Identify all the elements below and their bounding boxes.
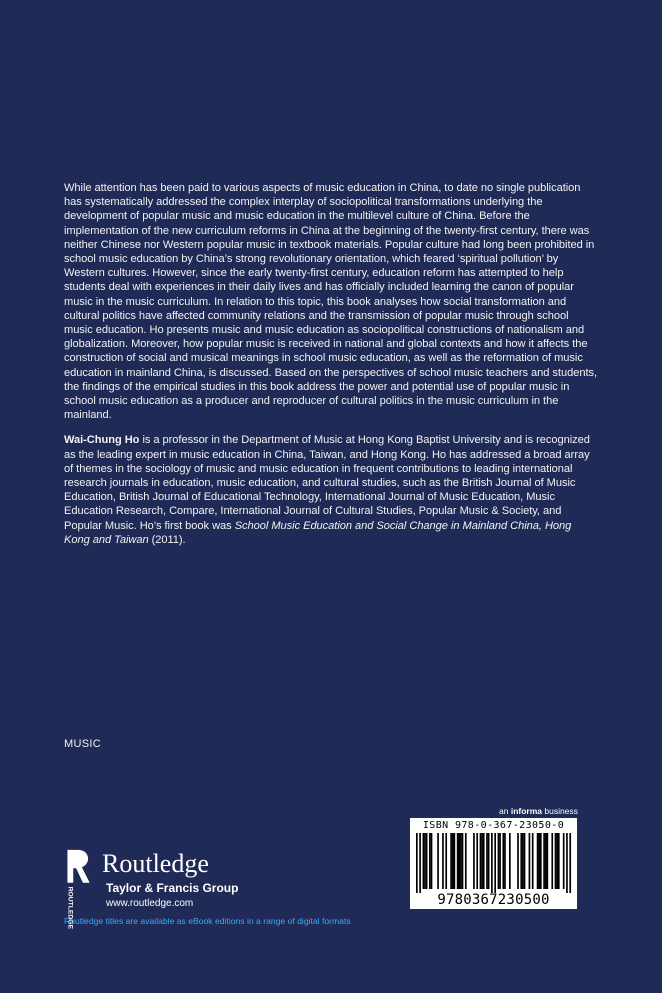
barcode-bar: [524, 833, 526, 889]
barcode-bar: [551, 833, 553, 889]
barcode-bar: [460, 833, 462, 889]
barcode-bar: [450, 833, 452, 889]
barcode-bar: [483, 833, 485, 889]
back-cover-text: [64, 181, 600, 558]
book-description: While attention has been paid to various aspects of music education in China, to date no single publication has systematically addressed the complex interplay of sociopolitical transformations underlying the development of popular music and music education in the multilevel culture of China. Before the implementation of the new curriculum reforms in China at the beginning of the twenty-first century, there was neither Chinese nor Western popular music in textbook materials. Popular culture had long been prohibited in school music education by China’s strong revolutionary orientation, which feared ‘spiritual pollution’ by Western cultures. However, since the early twenty-first century, education reform has attempted to help students deal with experiences in their daily lives and has officially included learning the canon of popular music in the music curriculum. In relation to this topic, this book analyses how social transformation and cultural politics have affected community relations and the transmission of popular music through school music education. Ho presents music and music education as sociopolitical constructions of nationalism and globalization. Moreover, how popular music is received in national and global contexts and how it affects the construction of social and musical meanings in school music education, as well as the reformation of music education in mainland China, is discussed. Based on the perspectives of school music teachers and students, the findings of the empirical studies in this book address the power and potential use of popular music in school music education as a producer and reproducer of cultural politics in the music curriculum in the mainland.: [64, 182, 598, 422]
barcode-bar: [555, 833, 557, 889]
barcode-bar: [520, 833, 522, 889]
barcode-bar: [569, 833, 571, 893]
barcode-bar: [529, 833, 531, 889]
barcode-bar: [517, 833, 519, 889]
barcode-bar: [502, 833, 504, 889]
barcode-bar: [563, 833, 565, 889]
barcode-bar: [491, 833, 493, 893]
barcode-bar: [488, 833, 490, 889]
barcode-bar: [424, 833, 426, 889]
logo-spine-text: ROUTLEDGE: [66, 886, 74, 930]
barcode-bars: [416, 833, 571, 893]
informa-prefix: an: [499, 806, 511, 816]
barcode-bar: [545, 833, 547, 889]
informa-business-tagline: [499, 806, 578, 816]
informa-suffix: business: [542, 806, 578, 816]
author-name: Wai-Chung Ho: [64, 434, 140, 447]
informa-brand: informa: [510, 806, 542, 816]
barcode-bar: [532, 833, 534, 889]
barcode-bar: [416, 833, 418, 893]
publisher-name: Routledge: [102, 849, 209, 878]
routledge-logo-icon: [64, 848, 96, 930]
barcode-bar: [458, 833, 460, 889]
barcode-bar: [476, 833, 478, 889]
barcode-bar: [426, 833, 428, 889]
barcode-bar: [442, 833, 444, 889]
barcode-bar: [454, 833, 456, 889]
barcode-bar: [486, 833, 488, 889]
barcode-bar: [423, 833, 425, 889]
isbn-number: ISBN 978-0-367-23050-0: [422, 820, 565, 831]
author-bio-text: is a professor in the Department of Music at Hong Kong Baptist University and is recognized as the leading expert in music education in China, Taiwan, and Hong Kong. Ho has addressed a broad array of themes in the sociology of music and music education in frequent contributions to leading international research journals in education, music education, and cultural studies, such as the British Journal of Music Education, British Journal of Educational Technology, International Journal of Music Education, Music Education Research, Compare, International Journal of Cultural Studies, Popular Music & Society, and Popular Music. Ho’s first book was: [64, 434, 590, 532]
barcode-bar: [504, 833, 506, 889]
publisher-group: Taylor & Francis Group: [106, 881, 239, 895]
barcode-bar: [457, 833, 459, 889]
barcode-bar: [429, 833, 431, 889]
barcode-bar: [538, 833, 540, 889]
isbn-barcode: [410, 818, 577, 909]
barcode-bar: [452, 833, 454, 889]
barcode-bar: [537, 833, 539, 889]
subject-category: MUSIC: [64, 738, 101, 750]
barcode-bar: [547, 833, 549, 889]
barcode-bar: [499, 833, 501, 889]
barcode-bar: [498, 833, 500, 889]
barcode-bar: [419, 833, 421, 893]
barcode-bar: [465, 833, 467, 889]
barcode-bar: [462, 833, 464, 889]
barcode-bar: [445, 833, 447, 889]
barcode-bar: [481, 833, 483, 889]
barcode-bar: [494, 833, 496, 893]
author-bio: [64, 433, 600, 547]
ebook-availability-note: Routledge titles are available as eBook editions in a range of digital formats: [64, 916, 351, 926]
barcode-bar: [543, 833, 545, 889]
barcode-bar: [522, 833, 524, 889]
previous-book-title: School Music Education and Social Change in Mainland China, Hong Kong and Taiwan: [64, 519, 572, 546]
barcode-bar: [566, 833, 568, 893]
barcode-bar: [556, 833, 558, 889]
barcode-bar: [431, 833, 433, 889]
barcode-bar: [558, 833, 560, 889]
barcode-bar: [509, 833, 511, 889]
barcode-bar: [480, 833, 482, 889]
ean-digits: 9780367230500: [437, 892, 550, 908]
barcode-bar: [473, 833, 475, 889]
previous-book-year: (2011).: [148, 533, 186, 546]
barcode-bar: [437, 833, 439, 889]
publisher-url[interactable]: www.routledge.com: [106, 898, 194, 909]
barcode-bar: [540, 833, 542, 889]
